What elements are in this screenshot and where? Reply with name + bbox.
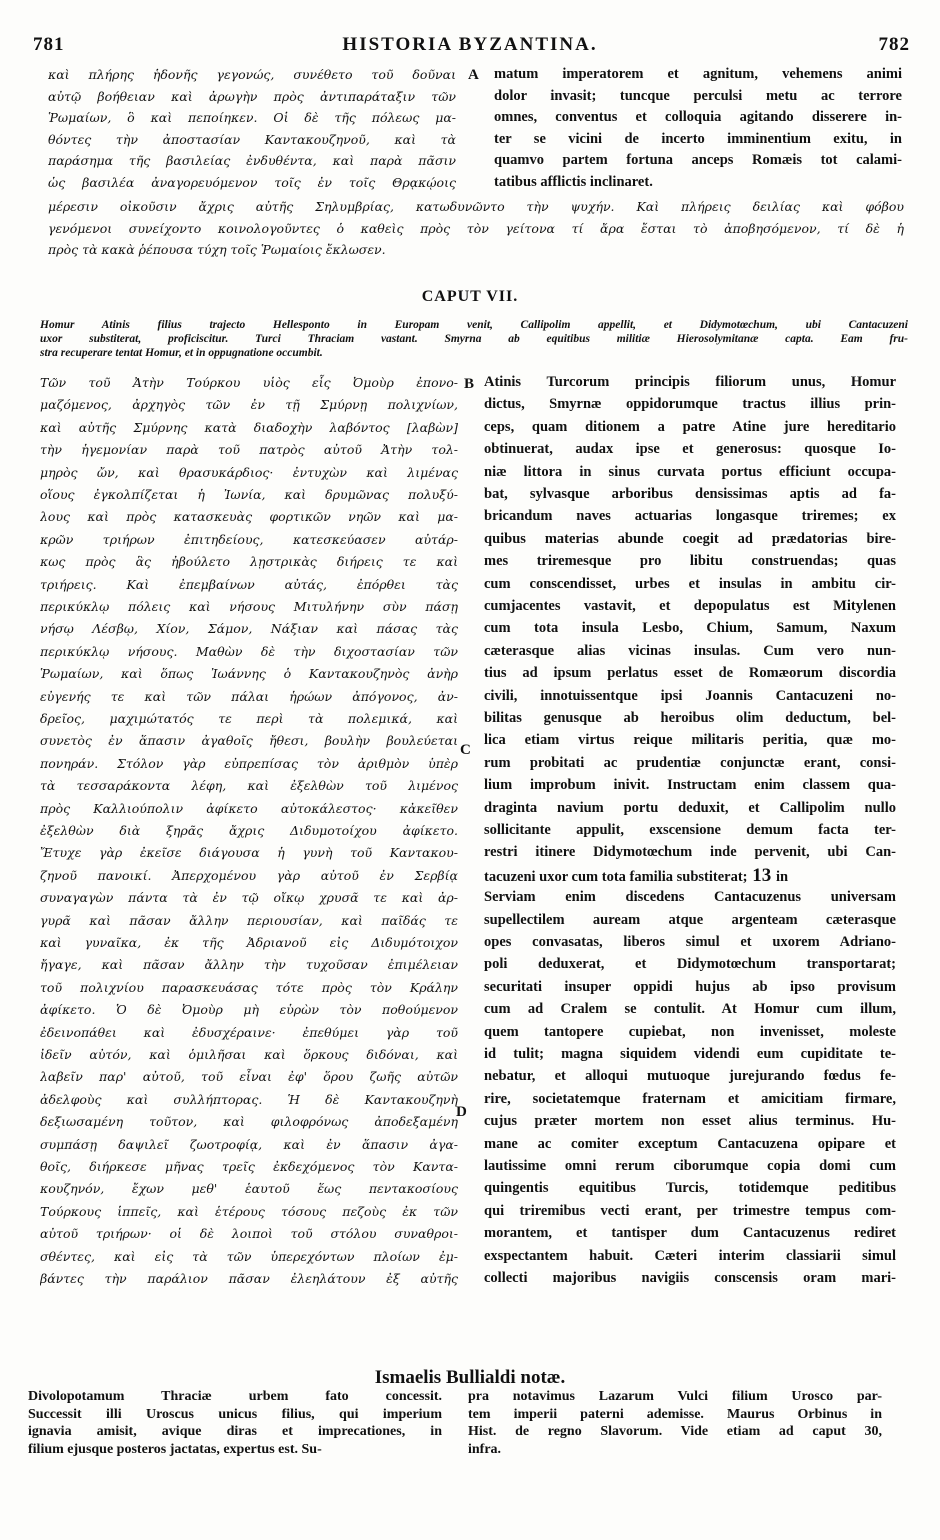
latin-text-line: lium improbum inivit. Instructam enim classem qua- bbox=[484, 777, 896, 794]
greek-text-line: ἐδεινοπάθει καὶ ἐδυσχέραινε· ἐπεθύμει γὰρ τοῦ bbox=[40, 1024, 458, 1040]
greek-text-line: συμπάσῃ δαψιλεῖ ζωοτροφίᾳ, καὶ ἐν ἅπασιν ἀγα- bbox=[40, 1136, 458, 1152]
latin-text-line: cumjacentes vastavit, et depopulatus est Mitylenen bbox=[484, 598, 896, 614]
latin-text-line bbox=[484, 865, 896, 889]
latin-text-line: supellectilem auream atque argenteam cæterasque bbox=[484, 911, 896, 928]
latin-text-line: lica etiam virtus reique militaris peritia, quæ mo- bbox=[484, 732, 896, 749]
latin-text-line: quem tantopere cupiebat, non invenisset, moleste bbox=[484, 1023, 896, 1040]
margin-marker-c: C bbox=[460, 742, 471, 758]
greek-text-line: κουζηνόν, ἔχων μεθ' ἑαυτοῦ ἕως πεντακοσίους bbox=[40, 1181, 458, 1197]
latin-text-line: ceps, quam ditionem a patre Atine jure hereditario bbox=[484, 418, 896, 435]
greek-text-line: ἀδελφοὺς καὶ συλλήπτορας. Ἡ δὲ Καντακουζηνὴ bbox=[40, 1091, 458, 1107]
greek-text-line: δεξιωσαμένη τοῦτον, καὶ φιλοφρόνως ἀποδεξαμένη bbox=[40, 1114, 458, 1130]
greek-text-line: δρεῖος, μαχιμώτατός τε περὶ τὰ πολεμικά, καὶ bbox=[40, 711, 458, 726]
latin-text-line: bricandum naves actuarias longasque triremes; ex bbox=[484, 508, 896, 525]
chapter-title: CAPUT VII. bbox=[421, 288, 519, 305]
section-number-13: 13 bbox=[747, 864, 777, 886]
greek-text-line: μηρὸς ὤν, καὶ θρασυκάρδιος· ἐντυχὼν καὶ λιμένας bbox=[40, 464, 458, 480]
notes-title: Ismaelis Bullialdi notæ. bbox=[374, 1367, 566, 1388]
margin-marker-a: A bbox=[468, 67, 479, 83]
greek-text-line: ἰδεῖν αὐτόν, καὶ ὁμιλῆσαι καὶ ὅρκους διδόναι, καὶ bbox=[40, 1047, 458, 1062]
greek-text-line: γυρᾶ καὶ πᾶσαν ἄλλην περιουσίαν, καὶ παῖδάς τε bbox=[40, 912, 458, 928]
latin-text-line: tatibus afflictis inclinaret. bbox=[494, 174, 653, 190]
greek-text-line: θοῖς, διήρκεσε μῆνας τρεῖς ἐκδεχόμενος τὸν Καντα- bbox=[40, 1159, 458, 1174]
greek-text-line: κρῶν τριήρων ἐπιτηδείους, κατεσκεύασεν αὐτάρ- bbox=[40, 531, 458, 547]
greek-text-line: τὴν ἡγεμονίαν παρὰ τοῦ πατρὸς αὐτοῦ Ἀτὴν τολ- bbox=[40, 442, 458, 458]
latin-text-line: restri itinere Didymotœchum inde pervenit, ubi Can- bbox=[484, 844, 896, 861]
greek-text-line: Ἔτυχε γὰρ ἐκεῖσε διάγουσα ἡ γυνὴ τοῦ Καντακου- bbox=[40, 845, 458, 861]
greek-text-line: νήσῳ Λέσβῳ, Χίον, Σάμον, Νάξιαν καὶ πάσας τὰς bbox=[40, 621, 458, 637]
margin-marker-b: B bbox=[464, 376, 475, 392]
latin-text-line: ter se vicini de incerto imminentium exitu, in bbox=[494, 130, 902, 147]
greek-text-line: περικύκλῳ πόλεις καὶ νήσους Μιτυλήνην σὺν πάσῃ bbox=[40, 599, 458, 614]
latin-text-fragment: tacuzeni uxor cum tota familia substiterat; bbox=[484, 868, 748, 885]
note-line: Successit illi Uroscus unicus filius, qui imperium bbox=[28, 1406, 442, 1422]
latin-text-line: cum ad Cralem se contulit. At Homur cum illum, bbox=[484, 1001, 896, 1018]
running-title: HISTORIA BYZANTINA. bbox=[342, 34, 598, 55]
summary-line: stra recuperare tentat Homur, et in oppugnatione occumbit. bbox=[40, 347, 323, 359]
latin-text-line: cum conscendisset, urbes et insulas in ambitu cir- bbox=[484, 575, 896, 592]
latin-text-line: morantem, et tantisper dum Cantacuzenus rediret bbox=[484, 1225, 896, 1242]
greek-text-line: τοῦ πολιχνίου παρασκευάσας τότε πρὸς τὸν Κράλην bbox=[40, 979, 458, 995]
latin-text-line: rire, societatemque fraternam et amicitiam firmare, bbox=[484, 1090, 896, 1107]
greek-text-line: μαζόμενος, ἀρχηγὸς τῶν ἐν τῇ Σμύρνῃ πολιχνίων, bbox=[40, 397, 458, 413]
latin-text-line: id tulit; magna siquidem videndi eum cupiditate te- bbox=[484, 1046, 896, 1062]
latin-text-line: dolor invasit; tuncque perculsi metu ac terrore bbox=[494, 87, 902, 104]
note-line: filium ejusque posteros jactatas, expertus est. Su- bbox=[28, 1441, 322, 1457]
greek-text-line: σθέντες, καὶ εἰς τὰ τῶν ὑπερεχόντων πλοίων ἐμ- bbox=[40, 1248, 458, 1264]
latin-text-line: quibus materias abunde coegit ad prædatorias bire- bbox=[484, 530, 896, 547]
greek-text-line: πρὸς τὰ κακὰ ῥέπουσα τύχη τοῖς Ῥωμαίοις ἔκλωσεν. bbox=[48, 242, 386, 258]
note-line: Hist. de regno Slavorum. Vide etiam ad caput 30, bbox=[468, 1424, 882, 1439]
latin-text-line: lautissime omni rerum ciborumque copia domi cum bbox=[484, 1158, 896, 1174]
latin-text-line: matum imperatorem et agnitum, vehemens animi bbox=[494, 66, 902, 82]
note-line: pra notavimus Lazarum Vulci filium Urosco par- bbox=[468, 1389, 882, 1404]
margin-marker-d: D bbox=[456, 1104, 467, 1120]
greek-text-line: πρὸς Καλλιούπολιν ἀφίκετο αὐτοκάλεστος· κἀκεῖθεν bbox=[40, 800, 458, 816]
greek-text-line: γενόμενοι συνείχοντο κοινολογοῦντες ὁ καθεὶς πρὸς τὸν γείτονα τί ἄρα ἔσται τὸ ἀποβησόμενον, τί δὲ ἡ bbox=[48, 220, 904, 236]
greek-text-line: καὶ γυναῖκα, ἐκ τῆς Ἀδριανοῦ εἰς Διδυμότοιχον bbox=[40, 935, 458, 950]
greek-text-line: καὶ αὐτῆς Σμύρνης κατὰ διαδοχὴν λαβόντος [λαβὼν] bbox=[40, 419, 458, 435]
greek-text-line: παράσημα τῆς βασιλείας ἐνδυθέντα, καὶ παρὰ πᾶσιν bbox=[48, 153, 456, 169]
latin-text-line: draginta navium portu deduxit, et Callipolim nullo bbox=[484, 799, 896, 816]
greek-text-line: συναγαγὼν πάντα τὰ ἐν τῷ οἴκῳ χρυσᾶ τε καὶ ἀρ- bbox=[40, 890, 458, 906]
greek-text-line: ἐξελθὼν διὰ ξηρᾶς ἄχρις Διδυμοτοίχου ἀφίκετο. bbox=[40, 823, 458, 838]
latin-text-line: quamvo partem fortuna anceps Romæis tot calami- bbox=[494, 152, 902, 169]
greek-text-line: ἀφίκετο. Ὁ δὲ Ὀμοὺρ μὴ εὑρὼν τὸν ποθούμενον bbox=[40, 1002, 458, 1018]
greek-text-line: ὡς βασιλέα ἀναγορευόμενον τοῖς ἐν τοῖς Θρᾳκῴοις bbox=[48, 175, 456, 190]
latin-text-line: quingentis equitibus Turcis, totidemque peditibus bbox=[484, 1180, 896, 1197]
note-line: ignavia amisit, avique diras et imprecationes, in bbox=[28, 1424, 442, 1439]
latin-text-line: omnes, conventus et colloquia agitando disserere in- bbox=[494, 109, 902, 126]
greek-text-line: βάντες τὴν παράλιον πᾶσαν ἐλεηλάτουν ἐξ αὐτῆς bbox=[40, 1271, 458, 1286]
latin-text-line: cujus præter mortem non esset alius terminus. Hu- bbox=[484, 1113, 896, 1130]
greek-text-line: ἤγαγε, καὶ πᾶσαν ἄλλην τὴν τυχοῦσαν ἐπιμέλειαν bbox=[40, 957, 458, 973]
note-line: infra. bbox=[468, 1441, 502, 1457]
greek-text-line: λαβεῖν παρ' αὐτοῦ, τοῦ εἶναι ἐφ' ὅρου ζωῆς αὐτῶν bbox=[40, 1069, 458, 1085]
summary-line: Homur Atinis filius trajecto Hellesponto in Europam venit, Callipolim appellit, et Didymotœchum, ubi Cantacuzeni bbox=[40, 319, 908, 331]
latin-text-line: sollicitante appulit, exscensione demum facta ter- bbox=[484, 822, 896, 838]
greek-text-line: Ῥωμαίων, ὃ καὶ πεποίηκεν. Οἱ δὲ τῆς πόλεως μα- bbox=[48, 110, 456, 126]
greek-text-line: αὐτοῦ τριήρων· οἱ δὲ λοιποὶ τοῦ στόλου συναθροι- bbox=[40, 1226, 458, 1242]
greek-text-line: Ῥωμαίων, καὶ ὅπως Ἰωάννης ὁ Καντακουζηνὸς ἀνὴρ bbox=[40, 666, 458, 682]
greek-text-line: συνετὸς ἐν ἅπασιν ἀγαθοῖς ἤθεσι, βουλὴν βουλεύεται bbox=[40, 733, 458, 749]
note-line: Divolopotamum Thraciæ urbem fato concessit. bbox=[28, 1389, 442, 1404]
greek-text-line: αὐτῷ βοήθειαν καὶ ἀρωγὴν πρὸς ἀντιπαράταξιν τῶν bbox=[48, 88, 456, 104]
latin-text-line: rum probitati ac prudentiæ conjunctæ erant, consi- bbox=[484, 754, 896, 771]
greek-text-line: ζηνοῦ πανοικί. Ἀπερχομένου γὰρ αὐτοῦ ἐν Σερβίᾳ bbox=[40, 867, 458, 883]
greek-text-line: τὰ τεσσαράκοντα λέφη, καὶ ἐξελθὼν τοῦ λιμένος bbox=[40, 778, 458, 794]
latin-text-line: dictus, Smyrnæ oppidorumque tractus illius prin- bbox=[484, 396, 896, 413]
latin-text-line: obtinuerat, audax ipse et generosus: quosque Io- bbox=[484, 441, 896, 458]
greek-text-line: πονηράν. Στόλον γὰρ εὐπρεπίσας τὸν ἀριθμὸν ὑπὲρ bbox=[40, 755, 458, 771]
greek-text-line: Τῶν τοῦ Ἀτὴν Τούρκου υἱὸς εἷς Ὀμοὺρ ἐπονο- bbox=[40, 375, 458, 390]
latin-text-line: cum tota insula Lesbo, Chium, Samum, Naxum bbox=[484, 620, 896, 637]
greek-text-line: περικύκλῳ νήσους. Μαθὼν δὲ τὴν διχοστασίαν τῶν bbox=[40, 643, 458, 659]
latin-text-line: bilitas genusque ab heroibus olim deductum, bel- bbox=[484, 710, 896, 726]
greek-text-line: μέρεσιν οἰκοῦσιν ἄχρις αὐτῆς Σηλυμβρίας, κατωδυνῶντο τὴν ψυχήν. Καὶ πλήρεις δειλίας καὶ φόβου bbox=[48, 199, 904, 214]
latin-text-line: securitati insuper oppidi hujus ab ipso provisum bbox=[484, 978, 896, 995]
latin-text-line: nebatur, et alloqui mutuoque jurejurando fœdus fe- bbox=[484, 1068, 896, 1085]
latin-text-line: tius ad ipsum perlatus esset de Romæorum discordia bbox=[484, 665, 896, 682]
greek-text-line: θόντες τὴν ἀποστασίαν Καντακουζηνοῦ, καὶ τὰ bbox=[48, 131, 456, 147]
latin-text-line: qui triremibus vecti erant, per trimestre tempus com- bbox=[484, 1202, 896, 1219]
greek-text-line: Τούρκους ἱππεῖς, καὶ ἑτέρους τόσους πεζοὺς ἐκ τῶν bbox=[40, 1203, 458, 1219]
latin-text-line: cæterasque alias vicinas insulas. Cum vero nun- bbox=[484, 642, 896, 659]
right-page-number: 782 bbox=[878, 34, 910, 55]
latin-text-line: mane ac comiter exceptum Cantacuzena opipare et bbox=[484, 1135, 896, 1152]
latin-text-fragment: in bbox=[776, 868, 789, 885]
latin-text-line: niæ littora in sinus curvata portus efficiunt occupa- bbox=[484, 463, 896, 480]
greek-text-line: κως πρὸς ἃς ἠβούλετο λῃστρικὰς διήρεις τε καὶ bbox=[40, 554, 458, 570]
note-line: tem imperii paterni ademisse. Maurus Orbinus in bbox=[468, 1406, 882, 1422]
greek-text-line: τριήρεις. Καὶ ἐπεμβαίνων αὐτάς, ἐπόρθει τὰς bbox=[40, 576, 458, 592]
summary-line: uxor substiterat, proficiscitur. Turci Thraciam vastant. Smyrna ab equitibus militiæ Hierosolymitanæ capta. Eam fru- bbox=[40, 333, 908, 345]
latin-text-line: exspectantem habuit. Cæteri interim classiarii simul bbox=[484, 1247, 896, 1264]
left-page-number: 781 bbox=[33, 34, 65, 55]
latin-text-line: Serviam enim discedens Cantacuzenus universam bbox=[484, 889, 896, 906]
latin-text-line: bat, sylvasque arboribus densissimas aptis ad fa- bbox=[484, 486, 896, 502]
greek-text-line: λους καὶ πρὸς κατασκευὰς φορτικῶν νηῶν καὶ μα- bbox=[40, 509, 458, 525]
greek-text-line: καὶ πλήρης ἡδονῆς γεγονώς, συνέθετο τοῦ δοῦναι bbox=[48, 67, 456, 82]
latin-text-line: collecti majoribus navigiis conscensis oram mari- bbox=[484, 1270, 896, 1286]
latin-text-line: opes convasatas, liberos simul et uxorem Adriano- bbox=[484, 934, 896, 950]
greek-text-line: οἵους ἐγκολπίζεται ἡ Ἰωνία, καὶ δρυμῶνας πολυξύ- bbox=[40, 487, 458, 502]
latin-text-line: Atinis Turcorum principis filiorum unus, Homur bbox=[484, 374, 896, 390]
latin-text-line: mes triremesque pro libitu construendas; quas bbox=[484, 553, 896, 570]
latin-text-line: poli deduxerat, et Didymotœchum transportarat; bbox=[484, 956, 896, 973]
latin-text-line: civili, innotuissentque ipsi Joannis Cantacuzeni no- bbox=[484, 687, 896, 704]
greek-text-line: εὐγενής τε καὶ τῶν πάλαι ἡρώων ἀπόγονος, ἀν- bbox=[40, 688, 458, 704]
